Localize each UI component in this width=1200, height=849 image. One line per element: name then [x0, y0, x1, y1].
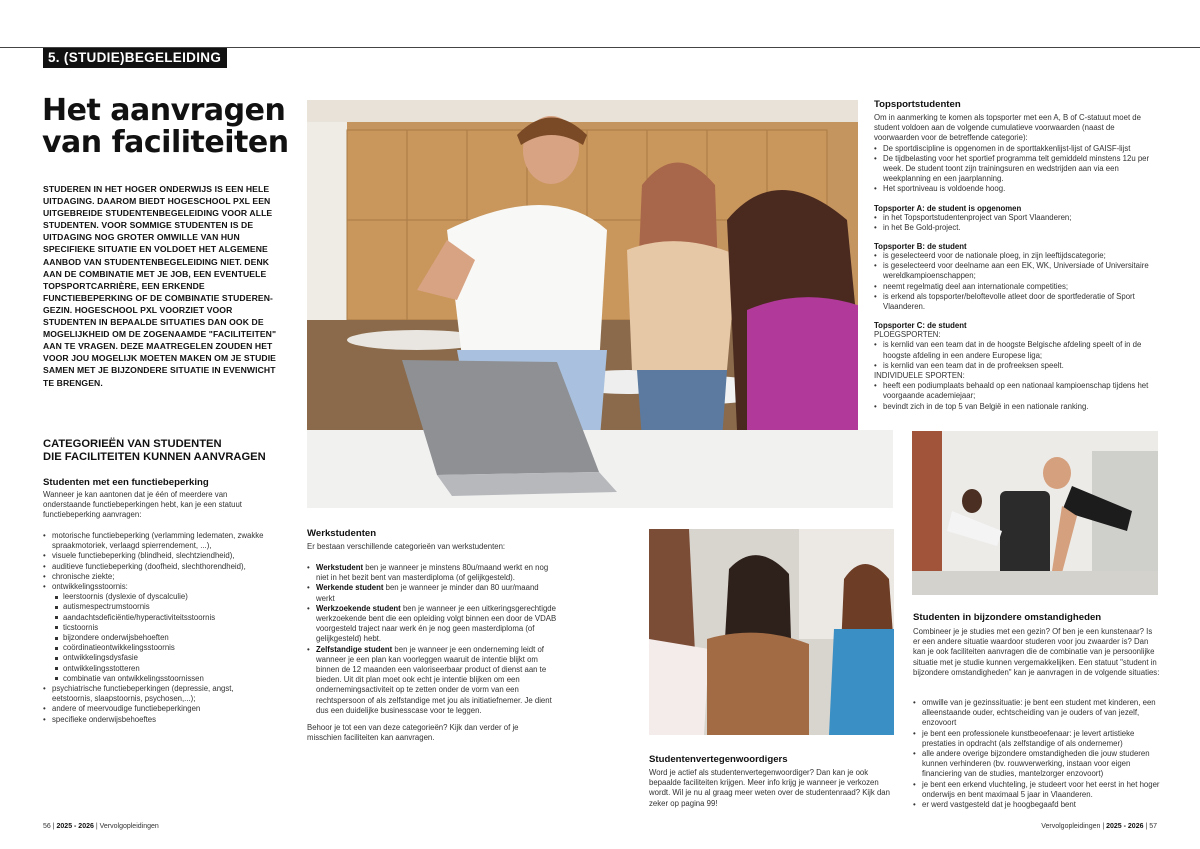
photo-students-laptop-illustration [307, 100, 893, 508]
list-item: • De sportdiscipline is opgenomen in de sporttakkenlijst-lijst of GAISF-lijst [874, 144, 1160, 154]
list-item: • is kernlid van een team dat in de profreeksen speelt. [874, 361, 1160, 371]
categories-heading [43, 438, 303, 463]
photo-fitness-illustration [912, 431, 1158, 595]
term-description: ben je wanneer je een onderneming leidt of wanneer je een plan kan voorleggen waaruit de intentie blijkt om binnen de 12 maanden een valoriseerbaar product of dienst aan te bieden. Uit dit plan moet ook echt je intentie blijken om een ondernemingsactiviteit op te zetten onder de vorm van een rechtspersoon of als zelfstandige met jou als initiatiefnemer. Je dient dus een duidelijke businesscase voor te leggen. [316, 644, 552, 715]
functiebeperking-text: Wanneer je kan aantonen dat je één of meerdere van onderstaande functiebeperkingen hebt, kan je een statuut functiebeperking aanvragen: [43, 490, 242, 520]
werkstudenten-title: Werkstudenten [307, 528, 377, 539]
list-item: • is kernlid van een team dat in de hoogste Belgische afdeling speelt of in de hoogste afdeling in een andere Europese liga; [874, 340, 1160, 360]
topsporter-a-title: Topsporter A: de student is opgenomen [874, 203, 1022, 213]
list-item: • heeft een podiumplaats behaald op een nationaal kampioenschap tijdens het voorgaande academiejaar; [874, 381, 1160, 401]
list-item [307, 645, 557, 716]
topsporter-b-list [874, 251, 1160, 312]
list-item: • bevindt zich in de top 5 van België in een nationale ranking. [874, 402, 1160, 412]
werkstudenten-footer: Behoor je tot een van deze categorieën? Kijk dan verder of je misschien faciliteiten kan aanvragen. [307, 723, 519, 743]
functiebeperking-title: Studenten met een functiebeperking [43, 477, 209, 488]
list-item: • omwille van je gezinssituatie: je bent een student met kinderen, een alleenstaande ouder, echtscheiding van je ouders of van jezelf, enzovoort [913, 698, 1161, 729]
topsporter-c-label-team: PLOEGSPORTEN: [874, 330, 941, 340]
term: Werkende student [316, 583, 384, 593]
list-item: • er werd vastgesteld dat je hoogbegaafd bent [913, 800, 1161, 810]
werkstudenten-list [307, 563, 557, 716]
list-item [307, 604, 557, 645]
list-item: • in het Topsportstudentenproject van Sport Vlaanderen; [874, 213, 1160, 223]
list-item [307, 583, 557, 603]
sub-list-item: ticstoornis [63, 623, 273, 633]
list-item: • in het Be Gold-project. [874, 223, 1160, 233]
functiebeperking-list [43, 531, 273, 725]
list-item: • psychiatrische functiebeperkingen (depressie, angst, eetstoornis, slaapstoornis, psychosen,...); [43, 684, 273, 704]
term-description: ben je wanneer je minder dan 80 uur/maand werkt [316, 583, 539, 603]
term-description: ben je wanneer je een uitkeringsgerechtigde werkzoekende bent die een opleiding volgt binnen een door de VDAB voorgesteld traject naar werk én je nog geen masterdiploma (of gelijkgesteld) hebt. [316, 603, 557, 644]
photo-students-laptop [307, 100, 893, 508]
list-item: • chronische ziekte; [43, 572, 273, 582]
sub-list-item: coördinatieontwikkelingsstoornis [63, 643, 273, 653]
vertegenwoordigers-text: Word je actief als studentenvertegenwoordiger? Dan kan je ook bepaalde faciliteiten krijgen. Meer info krijg je wanneer je verkozen wordt. Wil je nu al graag meer weten over de studentenraad? Kijk dan zeker op pagina 99! [649, 768, 890, 808]
page-title [42, 95, 302, 159]
list-item: • neemt regelmatig deel aan internationale competities; [874, 282, 1160, 292]
list-item: • je bent een professionele kunstbeoefenaar: je levert artistieke prestaties in opdracht (als zelfstandige of als ondernemer) [913, 729, 1161, 749]
footer-right: Vervolgopleidingen | 2025 - 2026 | 57 [1041, 823, 1157, 830]
bijzondere-text: Combineer je je studies met een gezin? Of ben je een kunstenaar? Is er een andere situatie waardoor studeren voor jou zwaarder is? Dan kan je ook faciliteiten aanvragen die de combinatie van je persoonlijke situatie met je studie kunnen vergemakkelijken. Een statuut "student in bijzondere omstandigheden" kan je aanvragen in de volgende situaties: [913, 627, 1160, 677]
list-item: • je bent een erkend vluchteling, je studeert voor het eerst in het hoger onderwijs en bent maximaal 5 jaar in Vlaanderen. [913, 780, 1161, 800]
list-item: • alle andere overige bijzondere omstandigheden die jouw studeren kunnen verhinderen (bv. rouwverwerking, instaan voor eigen financiering van de studies, mantelzorger enzovoort) [913, 749, 1161, 780]
sub-list-item: combinatie van ontwikkelingsstoornissen [63, 674, 273, 684]
section-tag: 5. (STUDIE)BEGELEIDING [43, 48, 227, 68]
topsporter-c-individual-list [874, 381, 1160, 412]
footer-section: Vervolgopleidingen [99, 823, 159, 830]
sub-list-item: ontwikkelingsstotteren [63, 664, 273, 674]
footer-section: Vervolgopleidingen [1041, 823, 1101, 830]
sub-list-item: leerstoornis (dyslexie of dyscalculie) [63, 592, 273, 602]
bijzondere-list [913, 698, 1161, 810]
footer-year: 2025 - 2026 [56, 823, 94, 830]
term: Werkstudent [316, 563, 364, 572]
page-number: 57 [1149, 823, 1157, 830]
list-item: • is geselecteerd voor de nationale ploeg, in zijn leeftijdscategorie; [874, 251, 1160, 261]
topsporter-b-title: Topsporter B: de student [874, 242, 967, 252]
bijzondere-title: Studenten in bijzondere omstandigheden [913, 612, 1102, 623]
sub-list-item: aandachtsdeficiëntie/hyperactiviteitsstoornis [63, 613, 273, 623]
topsport-conditions [874, 144, 1160, 195]
sub-list-item: ontwikkelingsdysfasie [63, 653, 273, 663]
topsport-text: Om in aanmerking te komen als topsporter met een A, B of C-statuut moet de student voldoen aan de volgende cumulatieve voorwaarden (naast de voorwaarden voor de betreffende categorie): [874, 113, 1141, 143]
topsporter-c-team-list [874, 340, 1160, 371]
footer-year: 2025 - 2026 [1106, 823, 1144, 830]
list-item: • is geselecteerd voor deelname aan een EK, WK, Universiade of Universitaire wereldkampioenschappen; [874, 261, 1160, 281]
list-item: • andere of meervoudige functiebeperkingen [43, 704, 273, 714]
term-description: ben je wanneer je minstens 80u/maand werkt en nog niet in het bezit bent van masterdiploma (of gelijkgesteld). [316, 563, 549, 583]
page-number: 56 [43, 823, 51, 830]
term: Werkzoekende student [316, 603, 401, 613]
page-title-line: Het aanvragen [42, 93, 286, 128]
topsporter-a-list [874, 213, 1160, 233]
footer-left: 56 | 2025 - 2026 | Vervolgopleidingen [43, 823, 159, 830]
list-item: • motorische functiebeperking (verlamming ledematen, zwakke spraakmotoriek, verlaagd spierrendement, ...), [43, 531, 273, 551]
topsport-card [858, 95, 1163, 430]
list-item [307, 563, 557, 583]
photo-student-representatives-illustration [649, 529, 894, 735]
list-item: • specifieke onderwijsbehoeftes [43, 715, 273, 725]
photo-student-representatives [649, 529, 894, 735]
sub-list-item: bijzondere onderwijsbehoeften [63, 633, 273, 643]
list-item: • De tijdbelasting voor het sportief programma telt gemiddeld minstens 12u per week. De student toont zijn trainingsuren en wedstrijden aan via een weekplanning en een jaarplanning. [874, 154, 1160, 185]
list-item: • is erkend als topsporter/beloftevolle atleet door de sportfederatie of Sport Vlaanderen. [874, 292, 1160, 312]
term: Zelfstandige student [316, 644, 393, 654]
intro-paragraph: STUDEREN IN HET HOGER ONDERWIJS IS EEN HELE UITDAGING. DAAROM BIEDT HOGESCHOOL PXL EEN UITGEBREIDE STUDENTENBEGELEIDING VOOR ALLE STUDENTEN. VOOR SOMMIGE STUDENTEN IS DE UITDAGING NOG GROTER OMWILLE VAN HUN SPECIFIEKE SITUATIE EN VOLDOET HET ALGEMENE AANBOD VAN STUDENTENBEGELEIDING NIET. DENK AAN DE COMBINATIE MET JE JOB, EEN EVENTUELE TOPSPORTCARRIÈRE, EEN ERKENDE FUNCTIEBEPERKING OF DE COMBINATIE STUDEREN-GEZIN. HOGESCHOOL PXL VOORZIET VOOR STUDENTEN IN BEPAALDE SITUATIES DAN OOK DE MOGELIJKHEID OM DE ZOGENAAMDE "FACILITEITEN" AAN TE VRAGEN. DEZE MAATREGELEN ZOUDEN HET VOOR JOU MOGELIJK MOETEN MAKEN OM JE STUDIE SAMEN MET JE BIJZONDERE SITUATIE IN EVENWICHT TE BRENGEN. [43, 184, 277, 388]
vertegenwoordigers-title: Studentenvertegenwoordigers [649, 754, 788, 765]
sub-list-item: autismespectrumstoornis [63, 602, 273, 612]
topsporter-c-title: Topsporter C: de student [874, 321, 967, 331]
list-item: • visuele functiebeperking (blindheid, slechtziendheid), [43, 551, 273, 561]
list-item: • Het sportniveau is voldoende hoog. [874, 184, 1160, 194]
page-title-line: van faciliteiten [42, 125, 289, 160]
list-item: • ontwikkelingsstoornis: [43, 582, 273, 592]
topsporter-c-label-individual: INDIVIDUELE SPORTEN: [874, 371, 965, 381]
categories-heading-line: CATEGORIEËN VAN STUDENTEN [43, 438, 222, 450]
werkstudenten-text: Er bestaan verschillende categorieën van werkstudenten: [307, 542, 506, 551]
topsport-title: Topsportstudenten [874, 99, 961, 110]
categories-heading-line: DIE FACILITEITEN KUNNEN AANVRAGEN [43, 450, 266, 463]
list-item: • auditieve functiebeperking (doofheid, slechthorendheid), [43, 562, 273, 572]
photo-fitness [912, 431, 1158, 595]
